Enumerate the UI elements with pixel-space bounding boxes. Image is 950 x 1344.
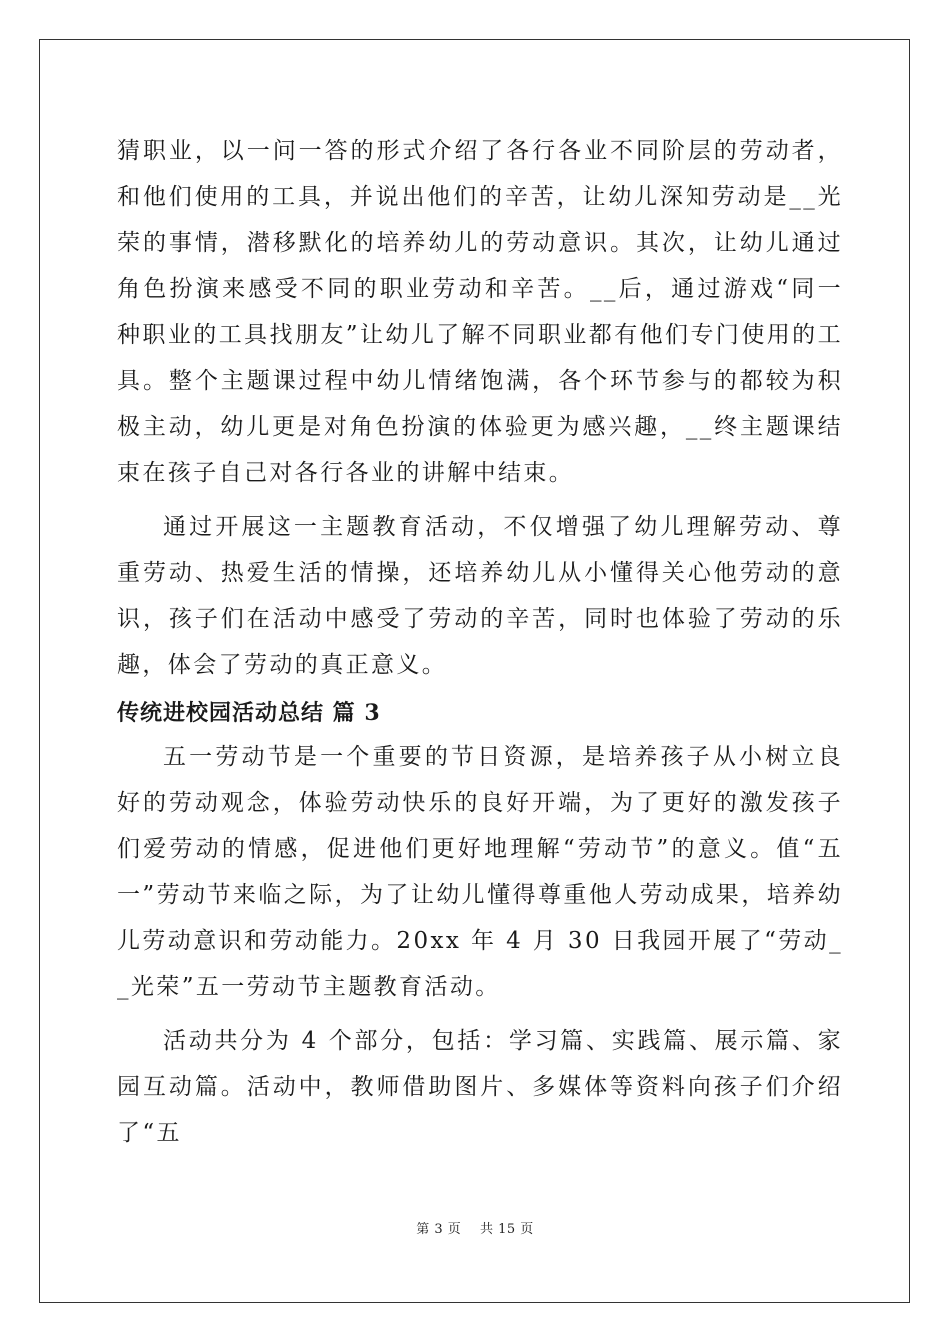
paragraph-continued: 猜职业，以一问一答的形式介绍了各行各业不同阶层的劳动者，和他们使用的工具，并说出他们的辛苦，让幼儿深知劳动是__光荣的事情，潜移默化的培养幼儿的劳动意识。其次，让幼儿通过角色扮演来感受不同的职业劳动和辛苦。__后，通过游戏“同一种职业的工具找朋友”让幼儿了解不同职业都有他们专门使用的工具。整个主题课过程中幼儿情绪饱满，各个环节参与的都较为积极主动，幼儿更是对角色扮演的体验更为感兴趣，__终主题课结束在孩子自己对各行各业的讲解中结束。 — [117, 138, 843, 486]
paragraph-summary: 通过开展这一主题教育活动，不仅增强了幼儿理解劳动、尊重劳动、热爱生活的情操，还培养幼儿从小懂得关心他劳动的意识，孩子们在活动中感受了劳动的辛苦，同时也体验了劳动的乐趣，体会了劳动的真正意义。 — [117, 514, 843, 678]
document-body — [117, 128, 843, 1156]
paragraph-activities: 活动共分为 4 个部分，包括：学习篇、实践篇、展示篇、家园互动篇。活动中，教师借助图片、多媒体等资料向孩子们介绍了“五 — [117, 1028, 843, 1146]
section-heading: 传统进校园活动总结 篇 3 — [117, 700, 381, 726]
paragraph-intro: 五一劳动节是一个重要的节日资源，是培养孩子从小树立良好的劳动观念，体验劳动快乐的良好开端，为了更好的激发孩子们爱劳动的情感，促进他们更好地理解“劳动节”的意义。值“五一”劳动节来临之际，为了让幼儿懂得尊重他人劳动成果，培养幼儿劳动意识和劳动能力。20xx 年 4 月 30 日我园开展了“劳动__光荣”五一劳动节主题教育活动。 — [117, 744, 843, 1000]
page-number-current: 第 3 页 — [416, 1222, 462, 1237]
page-footer — [0, 1218, 950, 1237]
page-number-total: 共 15 页 — [479, 1222, 534, 1237]
